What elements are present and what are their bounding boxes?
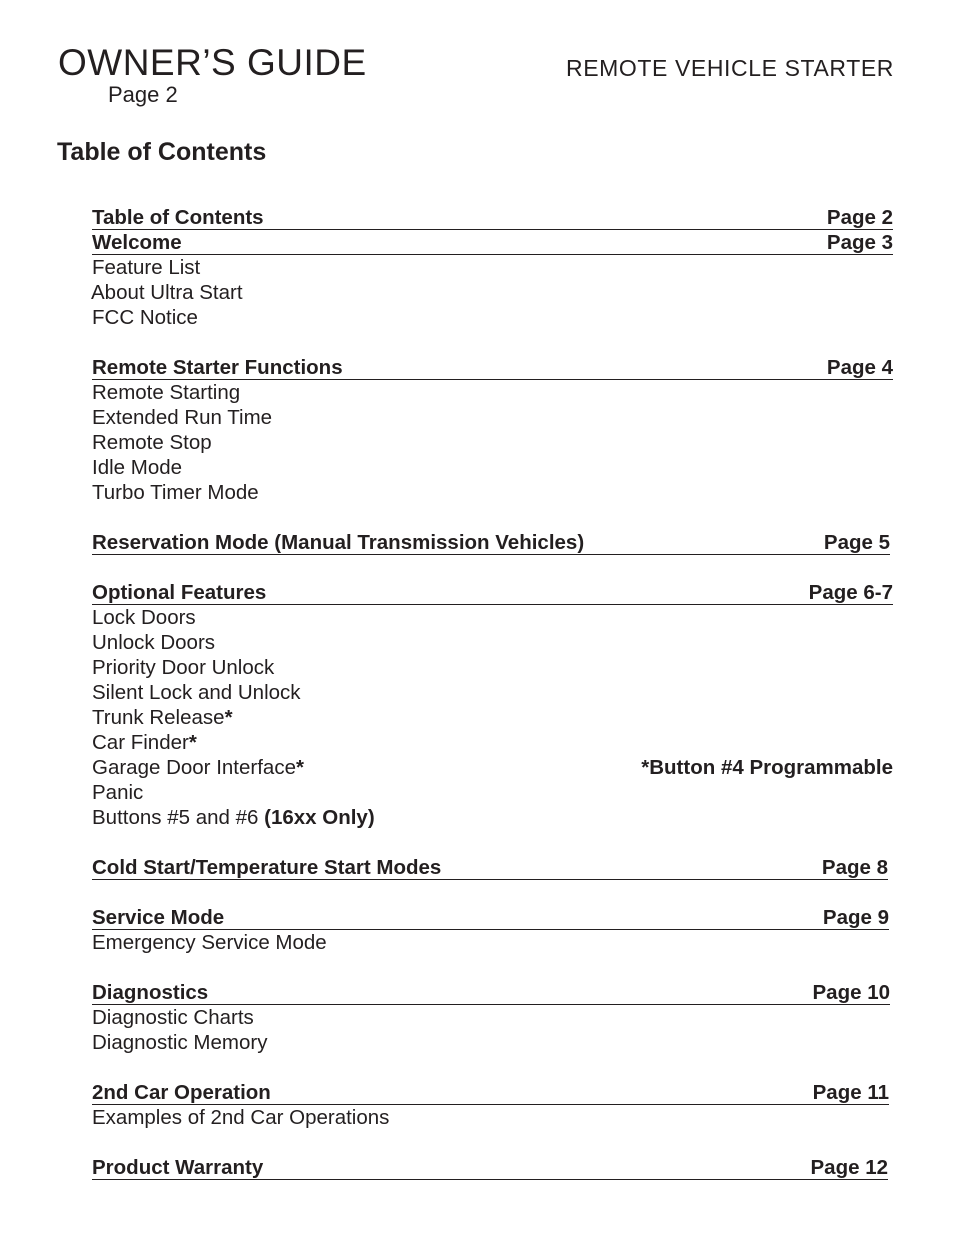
- programmable-star: *: [295, 756, 304, 779]
- toc-item: [92, 705, 893, 730]
- toc-item: [92, 780, 893, 805]
- section-title: Product Warranty: [92, 1156, 264, 1179]
- toc-item: [92, 605, 893, 630]
- section-page: Page 11: [812, 1081, 889, 1104]
- toc-item-label: Remote Starting: [92, 381, 241, 404]
- section-title: Diagnostics: [92, 981, 209, 1004]
- section-title: Table of Contents: [92, 206, 264, 229]
- toc-item: [92, 305, 893, 330]
- toc-section-row[interactable]: [92, 580, 893, 605]
- toc-item: [92, 755, 893, 780]
- programmable-star: *: [188, 731, 197, 754]
- toc-section-row[interactable]: [92, 1155, 893, 1180]
- toc-item: [92, 655, 893, 680]
- doc-title: OWNER’S GUIDE: [58, 42, 367, 83]
- section-title: Cold Start/Temperature Start Modes: [92, 856, 442, 879]
- section-title: Service Mode: [92, 906, 225, 929]
- toc-item: [92, 480, 893, 505]
- product-title: REMOTE VEHICLE STARTER: [565, 55, 894, 81]
- spacer: [92, 955, 893, 980]
- section-title: Optional Features: [92, 581, 267, 604]
- section-title: Reservation Mode (Manual Transmission Vehicles): [92, 531, 585, 554]
- toc-heading: Table of Contents: [57, 138, 267, 166]
- toc-item-label: Panic: [92, 781, 144, 804]
- toc-item: [92, 455, 893, 480]
- toc-item: [92, 630, 893, 655]
- toc-section-row[interactable]: [92, 1080, 893, 1105]
- toc-item: [92, 680, 893, 705]
- section-page: Page 3: [826, 231, 893, 254]
- toc-item-label: Priority Door Unlock: [92, 656, 275, 679]
- spacer: [92, 555, 893, 580]
- toc-item-label: Unlock Doors: [92, 631, 216, 654]
- toc-item-label: Feature List: [92, 256, 201, 279]
- section-page: Page 2: [826, 206, 893, 229]
- section-page: Page 8: [821, 856, 888, 879]
- toc-item-label: Remote Stop: [92, 431, 212, 454]
- toc-item: [92, 280, 893, 305]
- section-page: Page 12: [810, 1156, 888, 1179]
- toc-item: [92, 430, 893, 455]
- toc-item-label: About Ultra Start: [91, 281, 243, 304]
- toc-item-label: Emergency Service Mode: [92, 931, 327, 954]
- toc-item-label: Diagnostic Memory: [92, 1031, 268, 1054]
- model-note: (16xx Only): [264, 806, 375, 829]
- toc-item-label: Lock Doors: [92, 606, 196, 629]
- toc-item-label: Trunk Release: [92, 706, 225, 729]
- spacer: [92, 1130, 893, 1155]
- toc-item: [92, 255, 893, 280]
- toc-section-row[interactable]: [92, 905, 893, 930]
- toc-item: [92, 930, 893, 955]
- toc-item-label: Extended Run Time: [92, 406, 273, 429]
- toc-section-row[interactable]: [92, 355, 893, 380]
- toc-item-label: Examples of 2nd Car Operations: [92, 1106, 390, 1129]
- toc-item-label: Garage Door Interface: [92, 756, 296, 779]
- divider: [92, 554, 890, 555]
- toc-item-label: FCC Notice: [92, 306, 198, 329]
- section-page: Page 5: [823, 531, 890, 554]
- toc-section-row[interactable]: [92, 230, 893, 255]
- section-page: Page 4: [826, 356, 893, 379]
- section-page: Page 10: [812, 981, 890, 1004]
- page-label: Page 2: [108, 82, 178, 107]
- spacer: [92, 880, 893, 905]
- toc-item: [92, 1030, 893, 1055]
- toc-item: [92, 730, 893, 755]
- spacer: [92, 505, 893, 530]
- section-title: 2nd Car Operation: [92, 1081, 271, 1104]
- spacer: [92, 330, 893, 355]
- toc-section-row[interactable]: [92, 855, 893, 880]
- table-of-contents: [92, 205, 893, 1180]
- toc-item-label: Turbo Timer Mode: [92, 481, 259, 504]
- divider: [92, 1179, 888, 1180]
- toc-item: [92, 1005, 893, 1030]
- toc-item: [92, 380, 893, 405]
- toc-section-row[interactable]: [92, 205, 893, 230]
- toc-item-label: Idle Mode: [92, 456, 183, 479]
- programmable-star: *: [224, 706, 233, 729]
- toc-section-row[interactable]: [92, 530, 893, 555]
- toc-item-label: Car Finder: [92, 731, 189, 754]
- spacer: [92, 830, 893, 855]
- toc-item-label: Buttons #5 and #6: [92, 806, 259, 829]
- divider: [92, 879, 888, 880]
- toc-section-row[interactable]: [92, 980, 893, 1005]
- programmable-note: *Button #4 Programmable: [641, 756, 893, 779]
- toc-item: [92, 405, 893, 430]
- section-page: Page 9: [822, 906, 889, 929]
- section-page: Page 6-7: [808, 581, 893, 604]
- toc-item: [92, 1105, 893, 1130]
- section-title: Remote Starter Functions: [92, 356, 343, 379]
- toc-item-label: Diagnostic Charts: [92, 1006, 254, 1029]
- section-title: Welcome: [92, 231, 182, 254]
- toc-item-label: Silent Lock and Unlock: [92, 681, 301, 704]
- spacer: [92, 1055, 893, 1080]
- toc-item: [92, 805, 893, 830]
